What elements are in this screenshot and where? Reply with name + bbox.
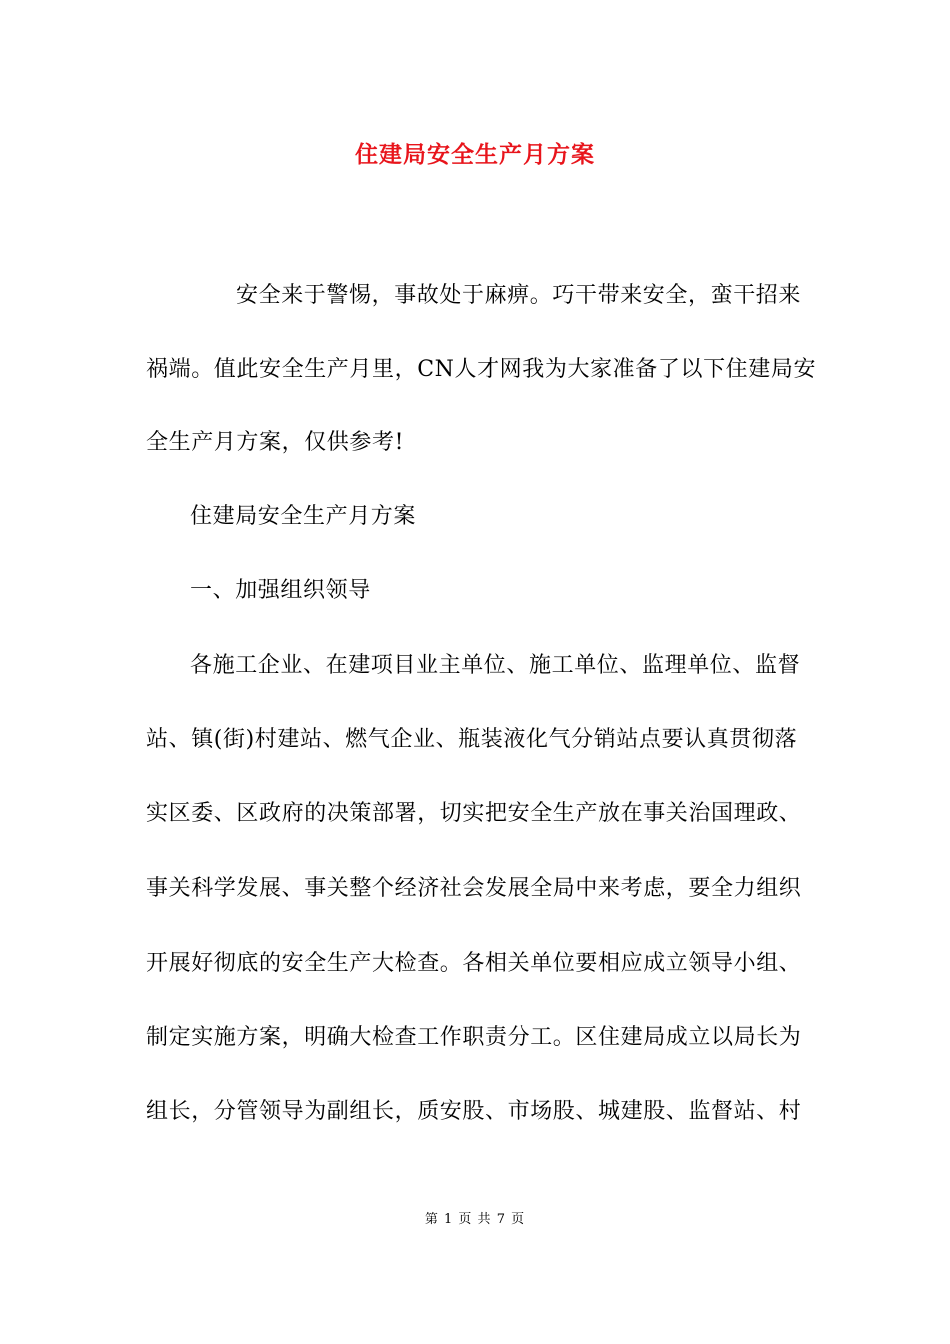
- footer-prefix: 第: [424, 1212, 439, 1227]
- body-line-6: 制定实施方案，明确大检查工作职责分工。区住建局成立以局长为: [146, 1025, 802, 1050]
- paragraph-line-2: 祸端。值此安全生产月里，CN人才网我为大家准备了以下住建局安: [146, 357, 817, 382]
- footer-page-number: 1: [444, 1212, 454, 1227]
- body-line-3: 实区委、区政府的决策部署，切实把安全生产放在事关治国理政、: [146, 801, 802, 826]
- document-title: 住建局安全生产月方案: [355, 141, 595, 168]
- subsection-heading: 一、加强组织领导: [190, 578, 371, 603]
- section-heading: 住建局安全生产月方案: [190, 504, 417, 529]
- footer-mid: 页 共: [458, 1212, 492, 1227]
- page-footer: [0, 1208, 950, 1227]
- footer-suffix: 页: [511, 1212, 526, 1227]
- body-line-5: 开展好彻底的安全生产大检查。各相关单位要相应成立领导小组、: [146, 951, 802, 976]
- body-line-7: 组长，分管领导为副组长，质安股、市场股、城建股、监督站、村: [146, 1099, 802, 1124]
- body-line-1: 各施工企业、在建项目业主单位、施工单位、监理单位、监督: [190, 653, 801, 678]
- footer-total-pages: 7: [496, 1212, 506, 1227]
- body-line-4: 事关科学发展、事关整个经济社会发展全局中来考虑，要全力组织: [146, 876, 802, 901]
- paragraph-line-3: 全生产月方案，仅供参考!: [146, 430, 405, 455]
- body-line-2: 站、镇(街)村建站、燃气企业、瓶装液化气分销站点要认真贯彻落: [146, 727, 798, 752]
- paragraph-line-1: 安全来于警惕，事故处于麻痹。巧干带来安全，蛮干招来: [236, 283, 802, 308]
